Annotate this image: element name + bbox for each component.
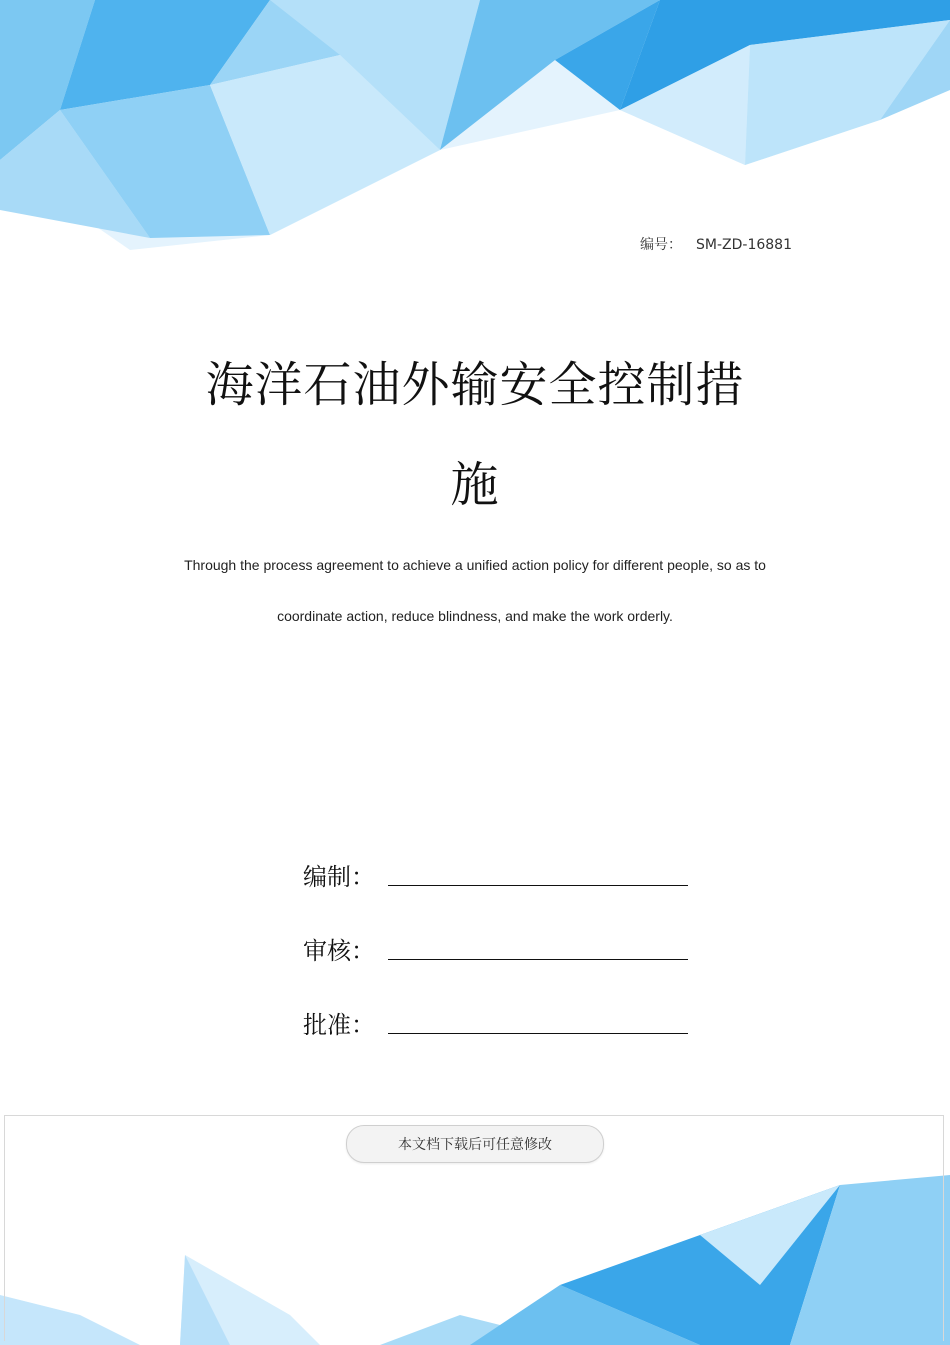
approve-signature-line <box>388 1032 688 1034</box>
compile-signature-line <box>388 884 688 886</box>
subtitle-line-2: coordinate action, reduce blindness, and make the work orderly. <box>277 608 673 624</box>
review-signature-row <box>303 926 688 966</box>
top-decorative-banner <box>0 0 950 250</box>
editable-notice-badge: 本文档下载后可任意修改 <box>346 1125 604 1163</box>
subtitle-line-1: Through the process agreement to achieve a unified action policy for different people, so as to <box>184 557 766 573</box>
approve-signature-row <box>303 1000 688 1040</box>
title-line-2: 施 <box>450 457 500 513</box>
document-number-value: SM-ZD-16881 <box>696 237 792 253</box>
title-line-1: 海洋石油外输安全控制措 <box>205 357 745 413</box>
document-subtitle <box>110 540 840 642</box>
compile-label: 编制： <box>303 863 375 891</box>
document-title <box>130 335 820 535</box>
review-signature-line <box>388 958 688 960</box>
review-label: 审核： <box>303 937 375 965</box>
compile-signature-row <box>303 852 688 892</box>
document-number-label: 编号： <box>640 237 682 253</box>
approve-label: 批准： <box>303 1011 375 1039</box>
document-number <box>640 234 792 254</box>
